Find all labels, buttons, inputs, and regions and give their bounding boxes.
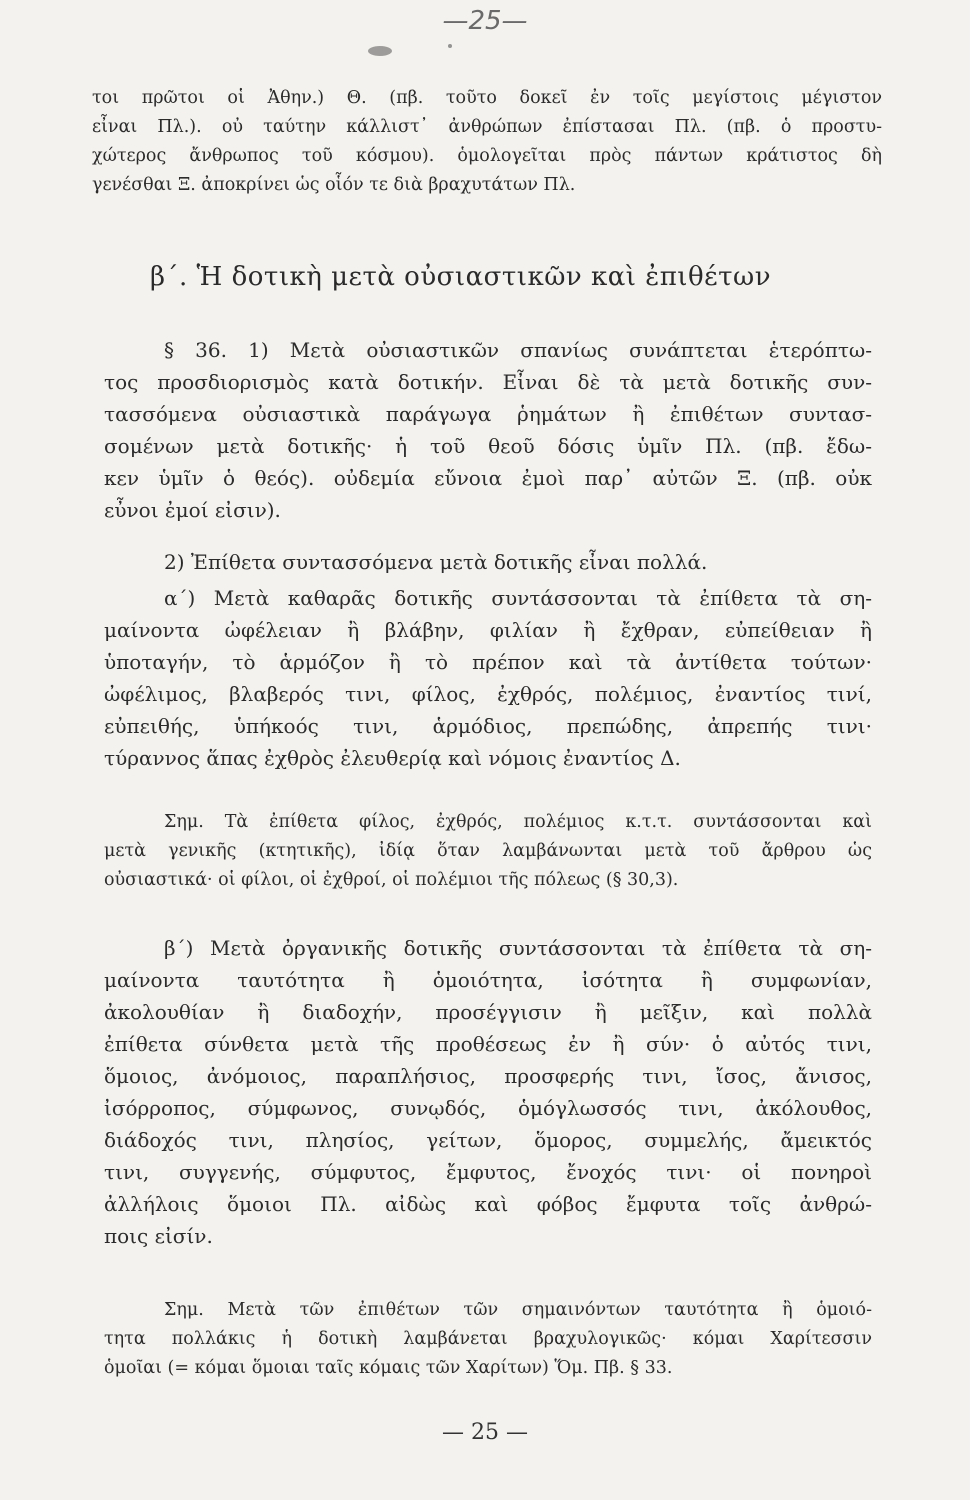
text-line: τητα πολλάκις ἡ δοτικὴ λαμβάνεται βραχυλογικῶς· κόμαι Χαρίτεσσιν xyxy=(104,1329,872,1349)
text-line: σομένων μετὰ δοτικῆς· ἡ τοῦ θεοῦ δόσις ὑμῖν Πλ. (πβ. ἔδω- xyxy=(104,434,872,458)
text-line: τοι πρῶτοι οἱ Ἀθην.) Θ. (πβ. τοῦτο δοκεῖ ἐν τοῖς μεγίστοις μέγιστον xyxy=(92,88,882,108)
text-line: ὁμοῖαι (= κόμαι ὅμοιαι ταῖς κόμαις τῶν Χαρίτων) Ὅμ. Πβ. § 33. xyxy=(104,1358,673,1378)
text-line: τος προσδιορισμὸς κατὰ δοτικήν. Εἶναι δὲ τὰ μετὰ δοτικῆς συν- xyxy=(104,370,872,394)
paragraph-2 xyxy=(104,546,872,578)
text-line: Σημ. Μετὰ τῶν ἐπιθέτων τῶν σημαινόντων ταυτότητα ἢ ὁμοιό- xyxy=(164,1300,872,1320)
text-line: γενέσθαι Ξ. ἀποκρίνει ὡς οἷόν τε διὰ βραχυτάτων Πλ. xyxy=(92,175,576,195)
text-line: μαίνοντα ταυτότητα ἢ ὁμοιότητα, ἰσότητα ἢ συμφωνίαν, xyxy=(104,968,872,992)
handwritten-page-mark: —25— xyxy=(442,6,528,36)
text-line: διάδοχός τινι, πλησίος, γείτων, ὅμορος, συμμελής, ἄμεικτός xyxy=(104,1128,872,1152)
text-line: Σημ. Τὰ ἐπίθετα φίλος, ἐχθρός, πολέμιος κ.τ.τ. συντάσσονται καὶ xyxy=(164,812,872,832)
text-line: οὐσιαστικά· οἱ φίλοι, οἱ ἐχθροί, οἱ πολέμιοι τῆς πόλεως (§ 30,3). xyxy=(104,870,679,890)
text-line: μετὰ γενικῆς (κτητικῆς), ἰδίᾳ ὅταν λαμβάνωνται μετὰ τοῦ ἄρθρου ὡς xyxy=(104,841,872,861)
text-line: ποις εἰσίν. xyxy=(104,1224,213,1248)
text-line: χώτερος ἄνθρωπος τοῦ κόσμου). ὁμολογεῖται πρὸς πάντων κράτιστος δὴ xyxy=(92,146,882,166)
page-number: — 25 — xyxy=(442,1420,528,1445)
text-line: § 36. 1) Μετὰ οὐσιαστικῶν σπανίως συνάπτεται ἑτερόπτω- xyxy=(164,338,872,362)
text-line: μαίνοντα ὠφέλειαν ἢ βλάβην, φιλίαν ἢ ἔχθραν, εὐπείθειαν ἢ xyxy=(104,618,872,642)
text-line: ὑποταγήν, τὸ ἁρμόζον ἢ τὸ πρέπον καὶ τὰ ἀντίθετα τούτων· xyxy=(104,650,872,674)
section-heading: β΄. Ἡ δοτικὴ μετὰ οὐσιαστικῶν καὶ ἐπιθέτων xyxy=(150,262,771,292)
paragraph-alpha xyxy=(104,582,872,774)
ink-dot xyxy=(448,44,452,48)
text-line: εἶναι Πλ.). οὐ ταύτην κάλλιστ᾽ ἀνθρώπων ἐπίστασαι Πλ. (πβ. ὁ προστυ- xyxy=(92,117,882,137)
text-line: ὅμοιος, ἀνόμοιος, παραπλήσιος, προσφερής τινι, ἴσος, ἄνισος, xyxy=(104,1064,872,1088)
text-line: τασσόμενα οὐσιαστικὰ παράγωγα ῥημάτων ἢ ἐπιθέτων συντασ- xyxy=(104,402,872,426)
text-line: τύραννος ἅπας ἐχθρὸς ἐλευθερίᾳ καὶ νόμοις ἐναντίος Δ. xyxy=(104,746,681,770)
text-line: εὐπειθής, ὑπήκοός τινι, ἁρμόδιος, πρεπώδης, ἀπρεπής τινι· xyxy=(104,714,872,738)
paragraph-beta xyxy=(104,932,872,1252)
text-line: α΄) Μετὰ καθαρᾶς δοτικῆς συντάσσονται τὰ ἐπίθετα τὰ ση- xyxy=(164,586,872,610)
text-line: τινι, συγγενής, σύμφυτος, ἔμφυτος, ἔνοχός τινι· οἱ πονηροὶ xyxy=(104,1160,872,1184)
continuation-paragraph xyxy=(92,84,882,200)
text-line: ἀλλήλοις ὅμοιοι Πλ. αἰδὼς καὶ φόβος ἔμφυτα τοῖς ἀνθρώ- xyxy=(104,1192,872,1216)
text-line: ἀκολουθίαν ἢ διαδοχήν, προσέγγισιν ἢ μεῖξιν, καὶ πολλὰ xyxy=(104,1000,872,1024)
note-1 xyxy=(104,808,872,895)
text-line: κεν ὑμῖν ὁ θεός). οὐδεμία εὔνοια ἐμοὶ παρ᾽ αὐτῶν Ξ. (πβ. οὐκ xyxy=(104,466,872,490)
text-line: ἰσόρροπος, σύμφωνος, συνῳδός, ὁμόγλωσσός τινι, ἀκόλουθος, xyxy=(104,1096,872,1120)
text-line: ἐπίθετα σύνθετα μετὰ τῆς προθέσεως ἐν ἢ σύν· ὁ αὐτός τινι, xyxy=(104,1032,872,1056)
text-line: ὠφέλιμος, βλαβερός τινι, φίλος, ἐχθρός, πολέμιος, ἐναντίος τινί, xyxy=(104,682,872,706)
text-line: εὖνοι ἐμοί εἰσιν). xyxy=(104,498,281,522)
ink-smudge xyxy=(368,46,392,56)
text-line: 2) Ἐπίθετα συντασσόμενα μετὰ δοτικῆς εἶναι πολλά. xyxy=(164,550,708,574)
text-line: β΄) Μετὰ ὀργανικῆς δοτικῆς συντάσσονται τὰ ἐπίθετα τὰ ση- xyxy=(164,936,872,960)
note-2 xyxy=(104,1296,872,1383)
paragraph-36 xyxy=(104,334,872,526)
